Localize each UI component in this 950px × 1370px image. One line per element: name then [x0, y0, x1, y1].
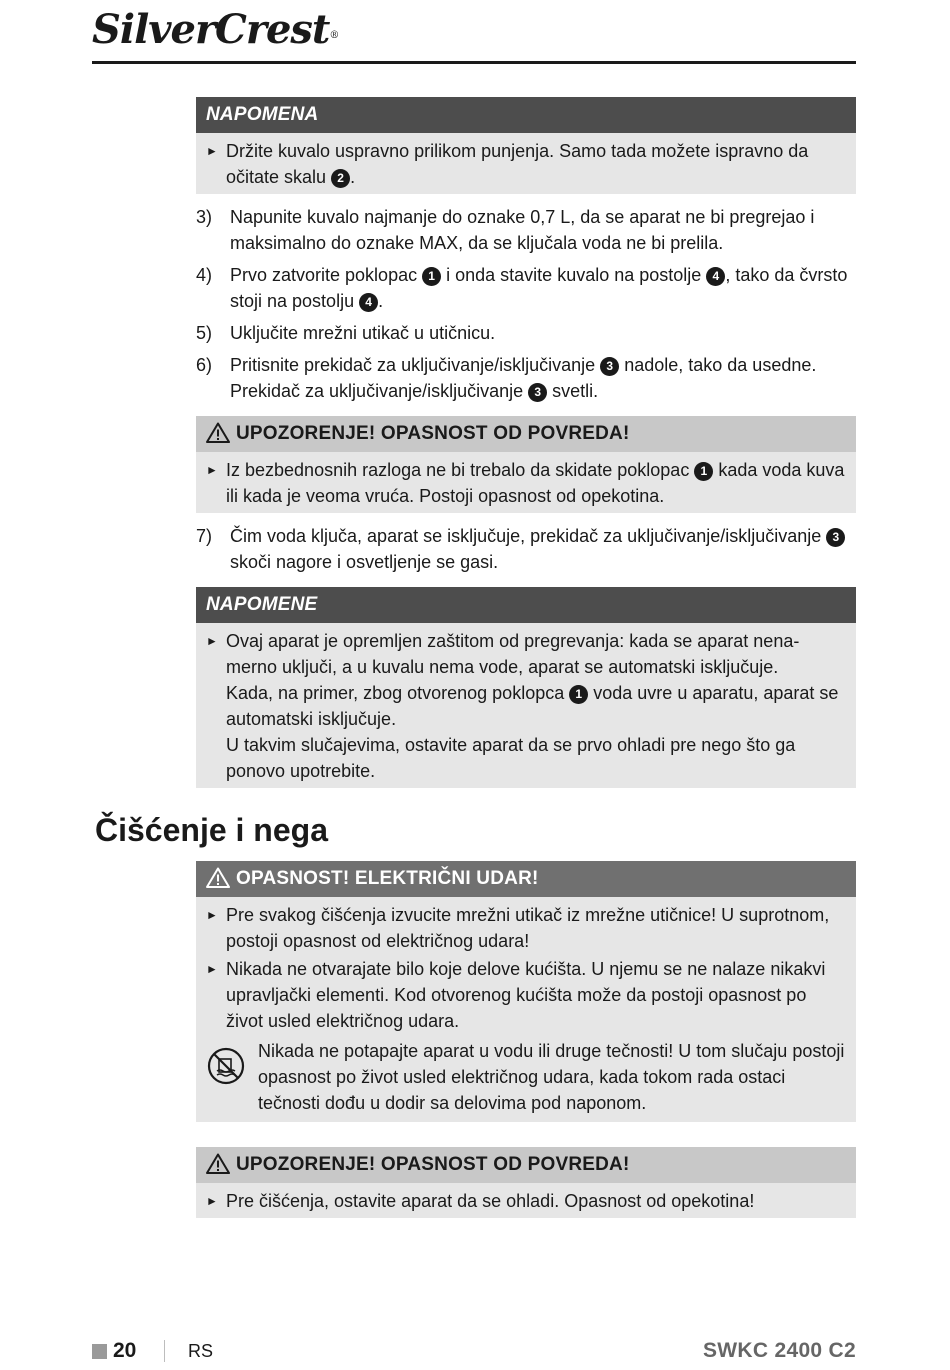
steps-list [196, 513, 856, 587]
section-heading: Čišćenje i nega [95, 812, 328, 848]
notes-box [196, 587, 856, 788]
warning-title: UPOZORENJE! OPASNOST OD POVREDA! [196, 416, 856, 452]
arrow-bullet-icon: ► [206, 908, 218, 922]
ref-number: 3 [528, 383, 547, 402]
no-immersion-icon [206, 1046, 246, 1086]
warning-triangle-icon [206, 422, 230, 443]
arrow-bullet-icon: ► [206, 962, 218, 976]
note-bullet: ► Držite kuvalo uspravno prilikom punjenja. Samo tada možete ispravno da očitate skalu 2 . [206, 138, 846, 190]
step-item: 4) Prvo zatvorite poklopac 1 i onda stavite kuvalo na postolje 4 , tako da čvrsto stoji na postolju 4 . [196, 265, 848, 311]
step-item: 7) Čim voda ključa, aparat se isključuje, prekidač za uključivanje/isključivanje 3 skoči nagore i osvetljenje se gasi. [196, 523, 856, 575]
warning-box [196, 416, 856, 513]
step-item: 5) Uključite mrežni utikač u utičnicu. [196, 323, 496, 343]
ref-number: 3 [826, 528, 845, 547]
notes-title: NAPOMENE [196, 587, 856, 623]
step-item: 6) Pritisnite prekidač za uključivanje/isključivanje 3 nadole, tako da usedne. Prekidač za uključivanje/isključivanje 3 svetli. [196, 355, 817, 401]
ref-number: 3 [600, 357, 619, 376]
warning-triangle-icon [206, 1153, 230, 1174]
arrow-bullet-icon: ► [206, 634, 218, 648]
ref-number: 4 [706, 267, 725, 286]
danger-box [196, 861, 856, 1122]
note-title: NAPOMENA [196, 97, 856, 133]
arrow-bullet-icon: ► [206, 1194, 218, 1208]
steps-list [196, 194, 856, 416]
ref-number: 1 [694, 462, 713, 481]
page-content [196, 97, 856, 788]
danger-bullet: ► Nikada ne otvarajate bilo koje delove kućišta. U njemu se ne nalaze nikakvi upravljački elementi. Kod otvorenog kućišta može da postoji opasnost po život usled električnog udara. [206, 956, 846, 1034]
cleaning-content [196, 861, 856, 1218]
step-item: 3) Napunite kuvalo najmanje do oznake 0,7 L, da se aparat ne bi pregrejao i maksimalno do oznake MAX, da se ključala voda ne bi prelila. [196, 207, 815, 253]
warning-bullet: ► Pre čišćenja, ostavite aparat da se ohladi. Opasnost od opekotina! [206, 1188, 846, 1214]
header-rule [92, 61, 856, 64]
warning-title: UPOZORENJE! OPASNOST OD POVREDA! [196, 1147, 856, 1183]
language-code: RS [188, 1341, 214, 1361]
model-number: SWKC 2400 C2 [703, 1339, 856, 1362]
warning-box [196, 1147, 856, 1218]
ref-number: 2 [331, 169, 350, 188]
page-marker-square [92, 1344, 107, 1359]
danger-title: OPASNOST! ELEKTRIČNI UDAR! [196, 861, 856, 897]
no-immersion-notice: Nikada ne potapajte aparat u vodu ili druge tečnosti! U tom slučaju postoji opasnost po život usled električnog udara, kada tokom rada ostaci tečnosti dođu u dodir sa delovima pod naponom. [206, 1038, 846, 1116]
notes-bullet: ► Ovaj aparat je opremljen zaštitom od pregrevanja: kada se aparat nena-merno uključi, a u kuvalu nema vode, aparat se automatski isključuje. Kada, na primer, zbog otvorenog poklopca 1 voda uvre u aparatu, aparat se automatski isključuje. U takvim slučajevima, ostavite aparat da se prvo ohladi pre nego što ga ponovo upotrebite. [206, 628, 846, 784]
ref-number: 4 [359, 293, 378, 312]
page-footer [92, 1336, 856, 1366]
footer-divider [164, 1340, 165, 1362]
ref-number: 1 [569, 685, 588, 704]
warning-triangle-icon [206, 867, 230, 888]
arrow-bullet-icon: ► [206, 144, 218, 158]
brand-logo: SilverCrest® [92, 6, 339, 53]
page-number: 20 [113, 1339, 137, 1362]
note-box [196, 97, 856, 194]
arrow-bullet-icon: ► [206, 463, 218, 477]
ref-number: 1 [422, 267, 441, 286]
danger-bullet: ► Pre svakog čišćenja izvucite mrežni utikač iz mrežne utičnice! U suprotnom, postoji opasnost od električnog udara! [206, 902, 846, 954]
warning-bullet: ► Iz bezbednosnih razloga ne bi trebalo da skidate poklopac 1 kada voda kuva ili kada je veoma vruća. Postoji opasnost od opekotina. [206, 457, 846, 509]
